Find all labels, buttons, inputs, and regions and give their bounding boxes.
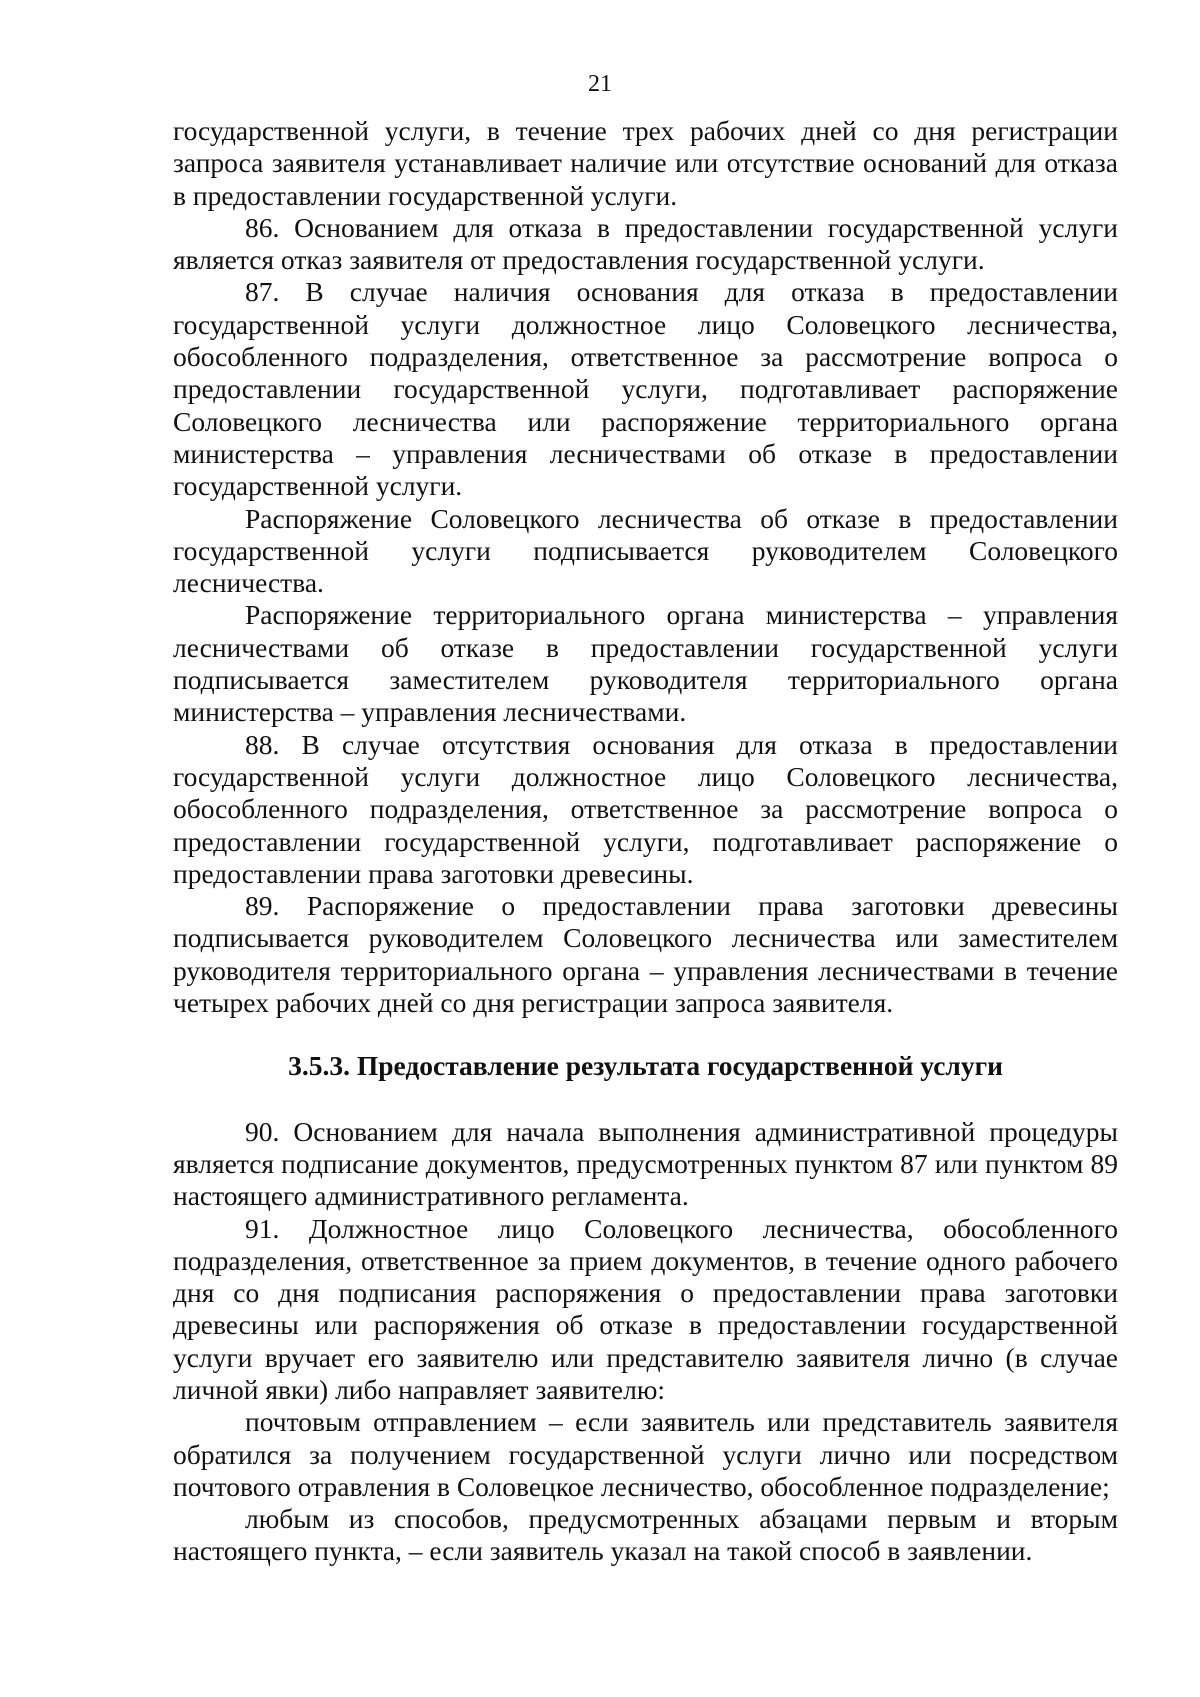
document-body <box>173 115 1118 1568</box>
paragraph-87-solovetsky-order: Распоряжение Соловецкого лесничества об отказе в предоставлении государственной услуги подписывается руководителем Соловецкого лесничества. <box>173 502 1118 599</box>
paragraph-continuation: государственной услуги, в течение трех рабочих дней со дня регистрации запроса заявителя устанавливает наличие или отсутствие оснований для отказа в предоставлении государственной услуги. <box>173 115 1118 211</box>
paragraph-87-territorial-order: Распоряжение территориального органа министерства – управления лесничествами об отказе в предоставлении государственной услуги подписывается заместителем руководителя территориального органа министерства – управления лесничествами. <box>173 599 1118 728</box>
page-number: 21 <box>588 71 612 97</box>
paragraph-87: 87. В случае наличия основания для отказа в предоставлении государственной услуги должностное лицо Соловецкого лесничества, обособленного подразделения, ответственное за рассмотрение вопроса о предоставлении государственной услуги, подготавливает распоряжение Соловецкого лесничества или распоряжение территориального органа министерства – управления лесничествами об отказе в предоставлении государственной услуги. <box>173 276 1118 502</box>
paragraph-91-postal: почтовым отправлением – если заявитель или представитель заявителя обратился за получением государственной услуги лично или посредством почтового отравления в Соловецкое лесничество, обособленное подразделение; <box>173 1406 1118 1502</box>
paragraph-86: 86. Основанием для отказа в предоставлении государственной услуги является отказ заявителя от предоставления государственной услуги. <box>173 211 1118 276</box>
paragraph-91-any-method: любым из способов, предусмотренных абзацами первым и вторым настоящего пункта, – если заявитель указал на такой способ в заявлении. <box>173 1503 1118 1567</box>
paragraph-90: 90. Основанием для начала выполнения административной процедуры является подписание документов, предусмотренных пунктом 87 или пунктом 89 настоящего административного регламента. <box>173 1115 1118 1212</box>
paragraph-89: 89. Распоряжение о предоставлении права заготовки древесины подписывается руководителем Соловецкого лесничества или заместителем руководителя территориального органа – управления лесничествами в течение четырех рабочих дней со дня регистрации запроса заявителя. <box>173 890 1118 1019</box>
paragraph-91: 91. Должностное лицо Соловецкого лесничества, обособленного подразделения, ответственное за прием документов, в течение одного рабочего дня со дня подписания распоряжения о предоставлении права заготовки древесины или распоряжения об отказе в предоставлении государственной услуги вручает его заявителю или представителю заявителя лично (в случае личной явки) либо направляет заявителю: <box>173 1212 1118 1405</box>
section-heading: 3.5.3. Предоставление результата государственной услуги <box>288 1050 1003 1082</box>
paragraph-88: 88. В случае отсутствия основания для отказа в предоставлении государственной услуги должностное лицо Соловецкого лесничества, обособленного подразделения, ответственное за рассмотрение вопроса о предоставлении государственной услуги, подготавливает распоряжение о предоставлении права заготовки древесины. <box>173 728 1118 889</box>
